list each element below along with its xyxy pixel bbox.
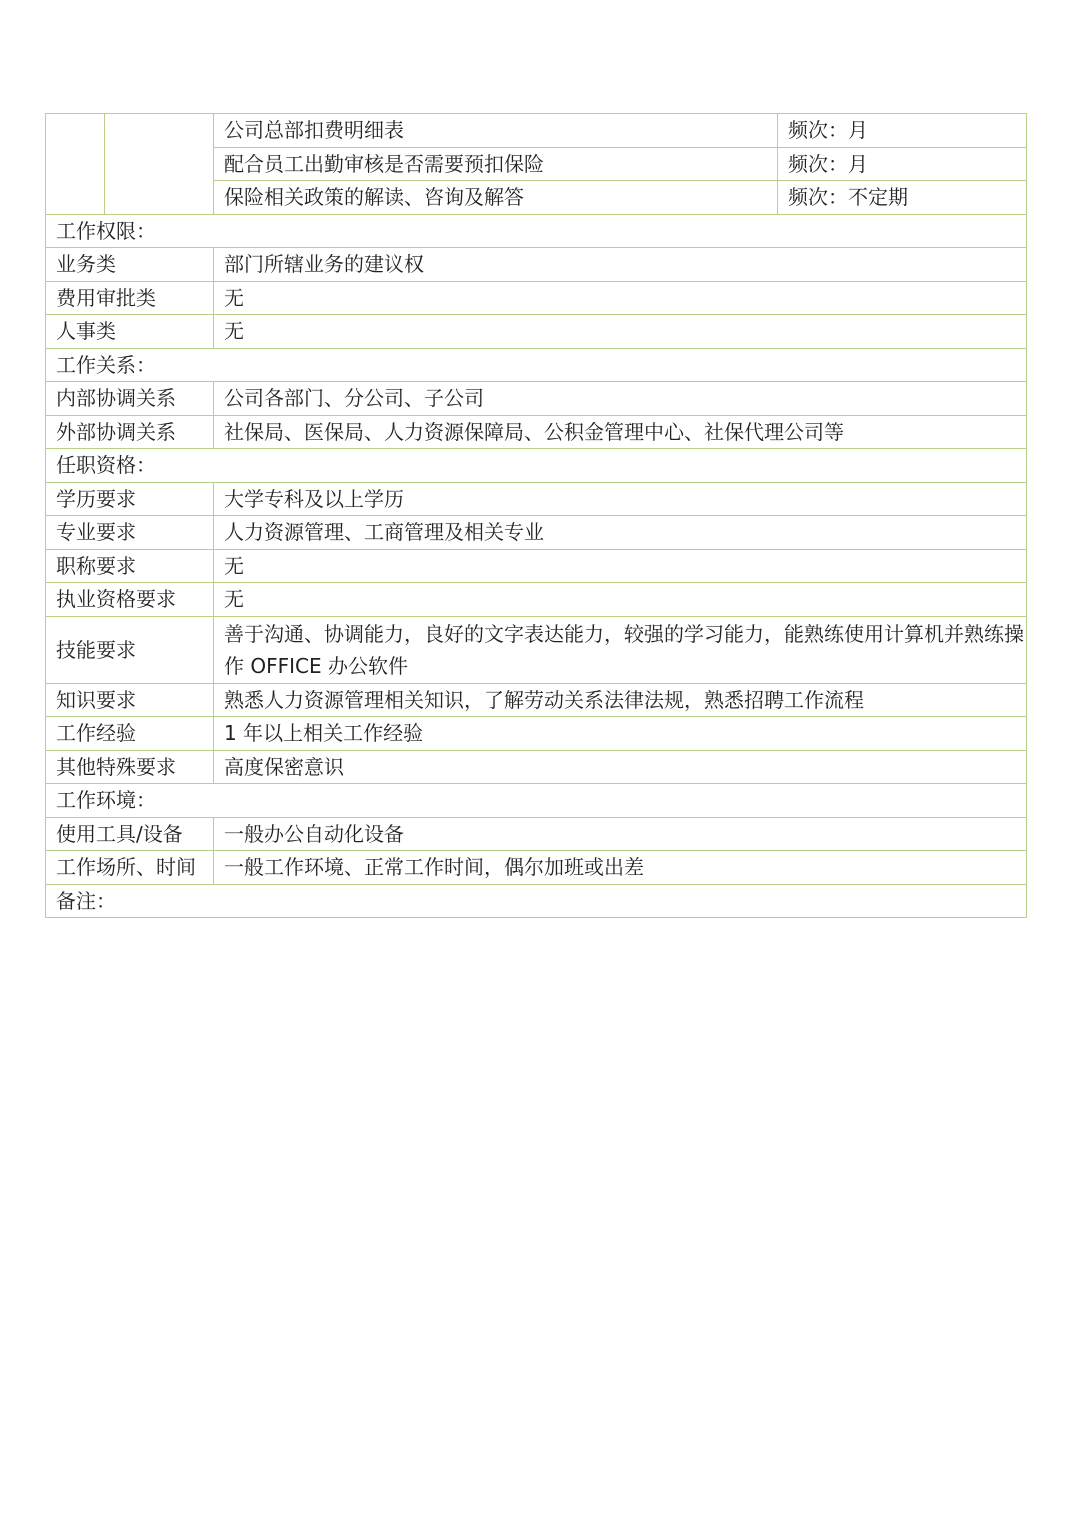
row-label: 人事类: [46, 315, 214, 349]
row-value: 熟悉人力资源管理相关知识，了解劳动关系法律法规，熟悉招聘工作流程: [214, 683, 1027, 717]
row-value: 无: [214, 281, 1027, 315]
table-row: [46, 817, 1027, 851]
row-value: 高度保密意识: [214, 750, 1027, 784]
table-row: [46, 717, 1027, 751]
table-row: [46, 382, 1027, 416]
table-row: [46, 114, 1027, 148]
row-value: 善于沟通、协调能力，良好的文字表达能力，较强的学习能力，能熟练使用计算机并熟练操作 OFFICE 办公软件: [214, 616, 1027, 683]
row-value: 无: [214, 583, 1027, 617]
row-value: 人力资源管理、工商管理及相关专业: [214, 516, 1027, 550]
table-row: [46, 750, 1027, 784]
section-row: [46, 449, 1027, 483]
table-row: [46, 851, 1027, 885]
row-value: 无: [214, 549, 1027, 583]
row-value: 公司各部门、分公司、子公司: [214, 382, 1027, 416]
blank-cell: [46, 114, 105, 215]
table-row: [46, 281, 1027, 315]
table-row: [46, 583, 1027, 617]
row-value: 无: [214, 315, 1027, 349]
table-row: [46, 516, 1027, 550]
section-heading: 工作关系：: [46, 348, 1027, 382]
row-label: 职称要求: [46, 549, 214, 583]
job-description-table: [45, 113, 1027, 918]
row-label: 工作经验: [46, 717, 214, 751]
row-value: 社保局、医保局、人力资源保障局、公积金管理中心、社保代理公司等: [214, 415, 1027, 449]
task-cell: 保险相关政策的解读、咨询及解答: [214, 181, 778, 215]
table-row: [46, 248, 1027, 282]
blank-cell: [105, 114, 214, 215]
frequency-cell: 频次：不定期: [778, 181, 1027, 215]
row-value: 一般办公自动化设备: [214, 817, 1027, 851]
row-value: 1 年以上相关工作经验: [214, 717, 1027, 751]
frequency-cell: 频次：月: [778, 114, 1027, 148]
row-value: 部门所辖业务的建议权: [214, 248, 1027, 282]
table-row: [46, 315, 1027, 349]
table-row: [46, 482, 1027, 516]
row-label: 学历要求: [46, 482, 214, 516]
section-row: [46, 884, 1027, 918]
task-cell: 公司总部扣费明细表: [214, 114, 778, 148]
row-label: 外部协调关系: [46, 415, 214, 449]
row-label: 业务类: [46, 248, 214, 282]
section-heading: 任职资格：: [46, 449, 1027, 483]
table-row: [46, 415, 1027, 449]
row-label: 费用审批类: [46, 281, 214, 315]
section-row: [46, 784, 1027, 818]
task-cell: 配合员工出勤审核是否需要预扣保险: [214, 147, 778, 181]
row-value: 一般工作环境、正常工作时间，偶尔加班或出差: [214, 851, 1027, 885]
row-label: 专业要求: [46, 516, 214, 550]
row-label: 使用工具/设备: [46, 817, 214, 851]
remarks-heading: 备注：: [46, 884, 1027, 918]
row-label: 技能要求: [46, 616, 214, 683]
row-label: 执业资格要求: [46, 583, 214, 617]
row-value: 大学专科及以上学历: [214, 482, 1027, 516]
row-label: 知识要求: [46, 683, 214, 717]
table-row: [46, 549, 1027, 583]
section-heading: 工作环境：: [46, 784, 1027, 818]
table-row: [46, 616, 1027, 683]
section-row: [46, 214, 1027, 248]
section-heading: 工作权限：: [46, 214, 1027, 248]
row-label: 内部协调关系: [46, 382, 214, 416]
row-label: 其他特殊要求: [46, 750, 214, 784]
frequency-cell: 频次：月: [778, 147, 1027, 181]
row-label: 工作场所、时间: [46, 851, 214, 885]
table-row: [46, 683, 1027, 717]
section-row: [46, 348, 1027, 382]
